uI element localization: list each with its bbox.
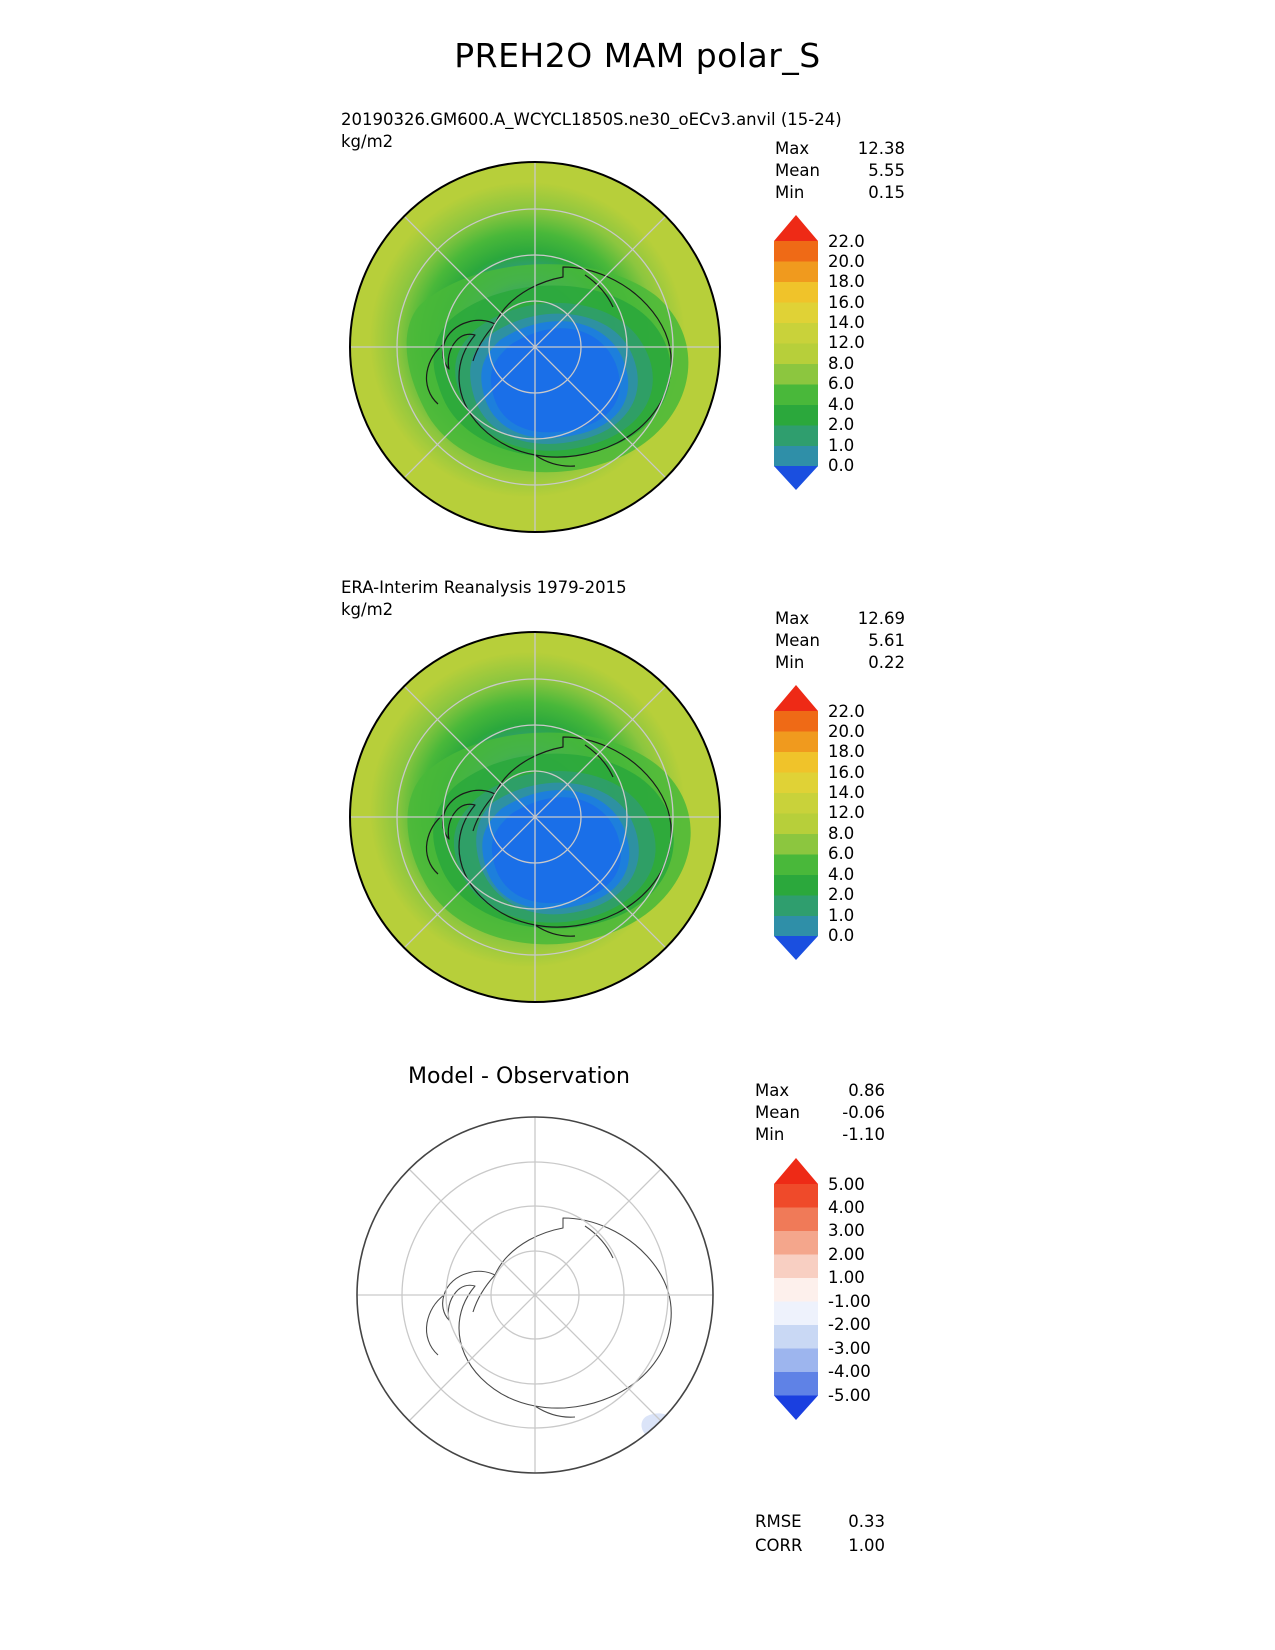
stat-label: Max [775, 139, 810, 158]
stat-value: 12.38 [857, 139, 905, 158]
stat-value: 1.00 [848, 1536, 885, 1555]
colorbar-observation [772, 685, 820, 960]
stat-value: 12.69 [857, 609, 905, 628]
stat-label: Min [775, 183, 805, 202]
stat-value: -0.06 [842, 1103, 885, 1122]
page-title: PREH2O MAM polar_S [454, 36, 821, 75]
stat-label: Max [775, 609, 810, 628]
panel-1-stats [775, 138, 905, 204]
stat-value: 0.22 [868, 653, 905, 672]
stat-label: Min [755, 1125, 785, 1144]
stat-label: RMSE [755, 1512, 802, 1531]
panel-1-subtitle: 20190326.GM600.A_WCYCL1850S.ne30_oECv3.anvil (15-24) [341, 110, 842, 129]
stat-value: 5.61 [868, 631, 905, 650]
panel-2-subtitle: ERA-Interim Reanalysis 1979-2015 [341, 578, 627, 597]
stat-label: Mean [755, 1103, 800, 1122]
colorbar-difference [772, 1158, 820, 1420]
stat-value: 0.86 [848, 1081, 885, 1100]
stat-value: 0.33 [848, 1512, 885, 1531]
stat-value: 0.15 [868, 183, 905, 202]
polar-map-difference [325, 1110, 745, 1480]
polar-map-observation [325, 625, 745, 1015]
colorbar-model [772, 215, 820, 490]
panel-2-units: kg/m2 [341, 600, 394, 619]
panel-3-title: Model - Observation [408, 1064, 630, 1089]
stat-value: 5.55 [868, 161, 905, 180]
stat-value: -1.10 [842, 1125, 885, 1144]
stat-label: CORR [755, 1536, 803, 1555]
stat-label: Mean [775, 161, 820, 180]
panel-1-units: kg/m2 [341, 132, 394, 151]
stat-label: Mean [775, 631, 820, 650]
panel-3-stats [755, 1080, 885, 1146]
polar-map-model [325, 155, 745, 545]
stat-label: Min [775, 653, 805, 672]
panel-2-stats [775, 608, 905, 674]
difference-footer-stats [755, 1510, 885, 1558]
stat-label: Max [755, 1081, 790, 1100]
